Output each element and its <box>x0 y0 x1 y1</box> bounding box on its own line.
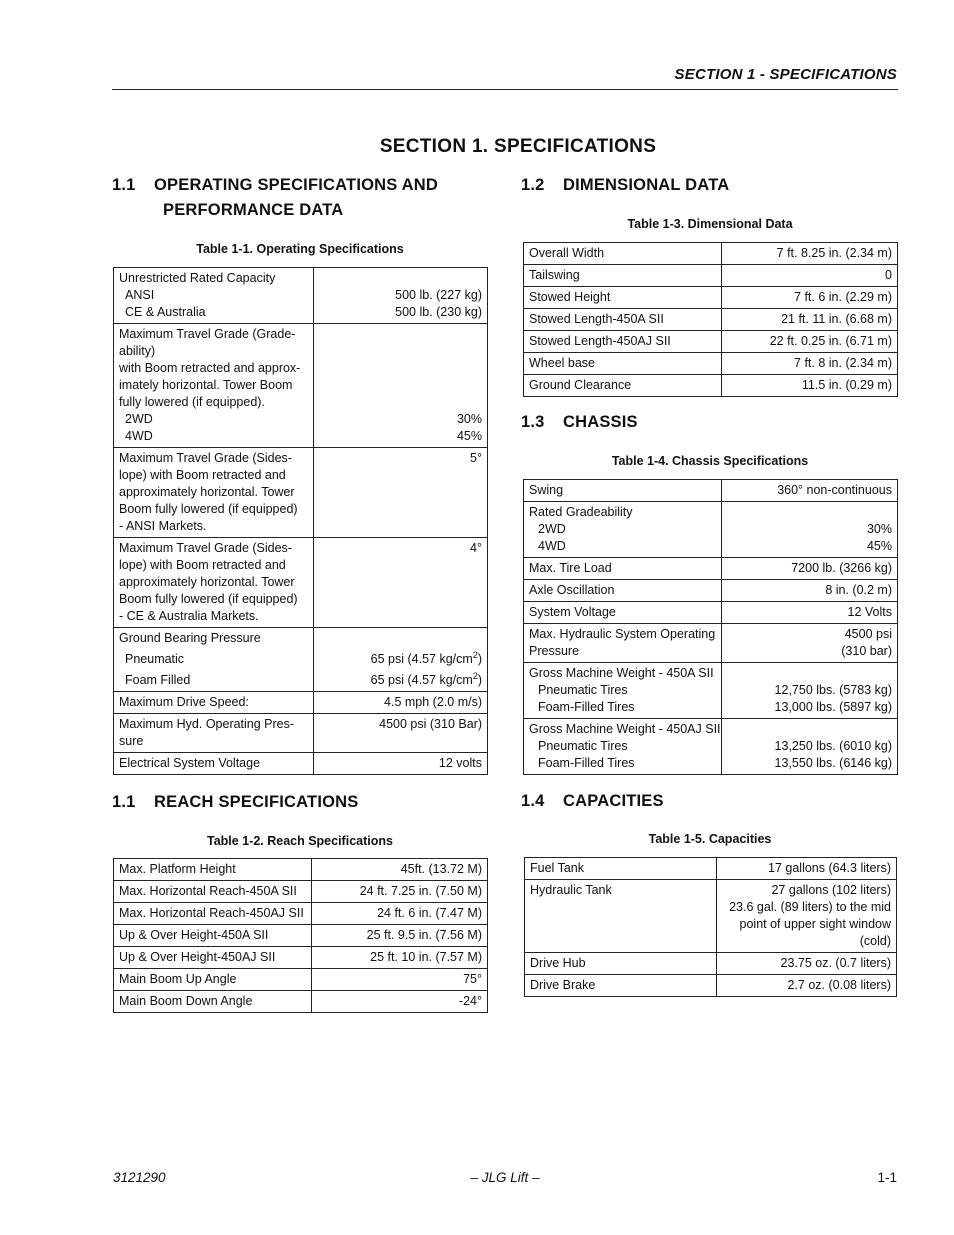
closing-paren: ) <box>477 673 482 687</box>
spec-label: Stowed Height <box>529 290 611 304</box>
spec-label-cell <box>525 975 717 997</box>
spec-value: 30% <box>456 412 482 426</box>
spec-value-cell <box>722 663 898 719</box>
table-row <box>114 991 488 1013</box>
spec-label: with Boom retracted and approx- <box>119 361 301 375</box>
table-row <box>114 692 488 714</box>
spec-label: Maximum Travel Grade (Grade- <box>119 327 296 341</box>
spec-value-cell <box>312 859 488 881</box>
spec-value: 7 ft. 8 in. (2.34 m) <box>794 356 892 370</box>
spec-label: lope) with Boom retracted and <box>119 468 286 482</box>
spec-sublabel: 2WD <box>538 522 566 536</box>
section-number: 1.2 <box>521 176 545 194</box>
spec-label: - CE & Australia Markets. <box>119 609 259 623</box>
spec-label-cell <box>114 753 314 775</box>
spec-label: ability) <box>119 344 156 358</box>
table-caption-chassis: Table 1-4. Chassis Specifications <box>611 454 809 468</box>
spec-value-cell <box>312 969 488 991</box>
spec-label-cell <box>524 243 722 265</box>
spec-value-cell <box>722 331 898 353</box>
spec-value-cell <box>312 881 488 903</box>
spec-value: 45ft. (13.72 M) <box>400 862 482 876</box>
spec-value: 25 ft. 9.5 in. (7.56 M) <box>366 928 482 942</box>
spec-label: Up & Over Height-450A SII <box>119 928 269 942</box>
spec-value: 21 ft. 11 in. (6.68 m) <box>781 312 892 326</box>
spec-value: 23.6 gal. (89 liters) to the mid <box>729 900 891 914</box>
spec-value: 45% <box>456 429 482 443</box>
spec-label: Stowed Length-450A SII <box>529 312 664 326</box>
spec-label: Max. Tire Load <box>529 561 612 575</box>
spec-value: -24° <box>458 994 482 1008</box>
spec-label-cell <box>524 287 722 309</box>
spec-value-cell <box>722 243 898 265</box>
table-body <box>525 858 897 997</box>
spec-value-cell <box>717 975 897 997</box>
spec-value: 500 lb. (230 kg) <box>395 305 482 319</box>
spec-label-cell <box>524 331 722 353</box>
table-row <box>114 903 488 925</box>
capacities-table <box>524 857 897 997</box>
spec-label-cell <box>524 663 722 719</box>
table-row <box>114 969 488 991</box>
spec-value: 7 ft. 6 in. (2.29 m) <box>794 290 892 304</box>
spec-value: 13,250 lbs. (6010 kg) <box>774 739 892 753</box>
heading-dimensional-data <box>521 173 729 198</box>
spec-label-cell <box>524 719 722 775</box>
table-body <box>524 243 898 397</box>
spec-label-cell <box>524 502 722 558</box>
table-row <box>525 858 897 880</box>
section-number: 1.1 <box>112 176 136 194</box>
section-number: 1.4 <box>521 792 545 810</box>
header-rule <box>112 89 898 90</box>
spec-label-cell <box>525 858 717 880</box>
spec-value: 24 ft. 7.25 in. (7.50 M) <box>359 884 482 898</box>
table-row <box>524 719 898 775</box>
table-row <box>114 714 488 753</box>
spec-value-cell <box>312 925 488 947</box>
spec-label-cell <box>114 903 312 925</box>
spec-label-cell <box>524 624 722 663</box>
spec-label: Max. Platform Height <box>119 862 236 876</box>
spec-label-cell <box>114 538 314 628</box>
spec-label-cell <box>114 268 314 324</box>
spec-value: 360° non-continuous <box>777 483 892 497</box>
spec-value: 12 Volts <box>847 605 892 619</box>
footer-doc-number: 3121290 <box>113 1170 166 1185</box>
table-row <box>524 602 898 624</box>
table-row <box>114 268 488 324</box>
spec-value-cell <box>722 309 898 331</box>
spec-label: Boom fully lowered (if equipped) <box>119 502 298 516</box>
table-caption-capacities: Table 1-5. Capacities <box>648 832 772 846</box>
table-caption-operating: Table 1-1. Operating Specifications <box>196 242 404 256</box>
spec-sublabel: Pneumatic <box>125 652 185 666</box>
spec-value-cell <box>722 602 898 624</box>
spec-value: 4500 psi <box>844 627 892 641</box>
chassis-specifications-table <box>523 479 898 775</box>
spec-label: approximately horizontal. Tower <box>119 485 295 499</box>
spec-value: 27 gallons (102 liters) <box>771 883 891 897</box>
spec-label-cell <box>114 628 314 692</box>
table-row <box>114 538 488 628</box>
dimensional-data-table <box>523 242 898 397</box>
table-body <box>114 859 488 1013</box>
spec-label-cell <box>524 309 722 331</box>
spec-value-cell <box>722 719 898 775</box>
table-row <box>114 859 488 881</box>
operating-specifications-table <box>113 267 488 775</box>
spec-label: Up & Over Height-450AJ SII <box>119 950 276 964</box>
spec-label: sure <box>119 734 144 748</box>
spec-label-cell <box>524 480 722 502</box>
reach-specifications-table <box>113 858 488 1013</box>
spec-label: Boom fully lowered (if equipped) <box>119 592 298 606</box>
spec-value-cell <box>717 880 897 953</box>
table-body <box>524 480 898 775</box>
spec-label-cell <box>524 375 722 397</box>
spec-label: Gross Machine Weight - 450A SII <box>529 666 714 680</box>
spec-label: Ground Bearing Pressure <box>119 631 261 645</box>
unit-exponent: 2 <box>472 670 478 681</box>
spec-label: Electrical System Voltage <box>119 756 261 770</box>
spec-value-cell <box>314 448 488 538</box>
spec-label-cell <box>114 991 312 1013</box>
spec-value: 65 psi (4.57 kg/cm <box>370 673 473 687</box>
section-title: CHASSIS <box>563 413 638 431</box>
spec-label: Max. Horizontal Reach-450A SII <box>119 884 297 898</box>
spec-value-cell <box>717 953 897 975</box>
spec-label-cell <box>114 692 314 714</box>
spec-value: (cold) <box>859 934 891 948</box>
spec-value: 7 ft. 8.25 in. (2.34 m) <box>776 246 892 260</box>
table-row <box>114 881 488 903</box>
heading-reach-specifications <box>112 790 358 815</box>
spec-value: 2.7 oz. (0.08 liters) <box>787 978 891 992</box>
table-row <box>524 309 898 331</box>
spec-label: lope) with Boom retracted and <box>119 558 286 572</box>
spec-sublabel: Foam-Filled Tires <box>538 700 635 714</box>
spec-value-cell <box>722 353 898 375</box>
table-row <box>114 925 488 947</box>
spec-label-cell <box>114 324 314 448</box>
spec-value-cell <box>312 991 488 1013</box>
spec-value-cell <box>314 628 488 692</box>
spec-sublabel: Pneumatic Tires <box>538 683 628 697</box>
spec-value: 13,550 lbs. (6146 kg) <box>774 756 892 770</box>
spec-sublabel: Pneumatic Tires <box>538 739 628 753</box>
table-row <box>524 331 898 353</box>
spec-label-cell <box>525 880 717 953</box>
spec-value: 13,000 lbs. (5897 kg) <box>774 700 892 714</box>
table-row <box>114 324 488 448</box>
spec-label: Hydraulic Tank <box>530 883 612 897</box>
spec-value-cell <box>722 502 898 558</box>
spec-label-cell <box>114 969 312 991</box>
spec-value-cell <box>722 558 898 580</box>
spec-value: 24 ft. 6 in. (7.47 M) <box>377 906 482 920</box>
table-row <box>524 287 898 309</box>
spec-label: Gross Machine Weight - 450AJ SII <box>529 722 721 736</box>
heading-chassis <box>521 410 638 435</box>
spec-value: 12 volts <box>438 756 482 770</box>
table-row <box>525 880 897 953</box>
spec-label: Max. Hydraulic System Operating <box>529 627 716 641</box>
spec-value-cell <box>314 268 488 324</box>
spec-label: - ANSI Markets. <box>119 519 207 533</box>
table-row <box>524 558 898 580</box>
section-title: DIMENSIONAL DATA <box>563 176 730 194</box>
spec-value: 4500 psi (310 Bar) <box>379 717 482 731</box>
running-header: SECTION 1 - SPECIFICATIONS <box>674 66 897 83</box>
spec-label: Maximum Travel Grade (Sides- <box>119 541 292 555</box>
footer-publisher: – JLG Lift – <box>470 1170 540 1185</box>
page-title: SECTION 1. SPECIFICATIONS <box>379 136 657 157</box>
spec-label-cell <box>524 265 722 287</box>
spec-value: 12,750 lbs. (5783 kg) <box>774 683 892 697</box>
spec-label: approximately horizontal. Tower <box>119 575 295 589</box>
section-title: REACH SPECIFICATIONS <box>154 793 359 811</box>
spec-label-cell <box>114 859 312 881</box>
section-title-continued: PERFORMANCE DATA <box>163 201 344 219</box>
spec-label-cell <box>114 448 314 538</box>
table-body <box>114 268 488 775</box>
spec-label: Max. Horizontal Reach-450AJ SII <box>119 906 304 920</box>
spec-value-cell <box>722 375 898 397</box>
spec-label: Drive Hub <box>530 956 586 970</box>
spec-value-cell <box>722 480 898 502</box>
spec-label: Pressure <box>529 644 580 658</box>
spec-label: Ground Clearance <box>529 378 632 392</box>
spec-sublabel: CE & Australia <box>125 305 206 319</box>
spec-label-cell <box>524 602 722 624</box>
spec-label: Maximum Hyd. Operating Pres- <box>119 717 295 731</box>
table-row <box>524 502 898 558</box>
unit-exponent: 2 <box>472 649 478 660</box>
spec-sublabel: Foam Filled <box>125 673 191 687</box>
table-row <box>525 953 897 975</box>
spec-label: Stowed Length-450AJ SII <box>529 334 671 348</box>
spec-label: Fuel Tank <box>530 861 584 875</box>
spec-sublabel: 4WD <box>125 429 153 443</box>
spec-label: Main Boom Down Angle <box>119 994 253 1008</box>
spec-value: 75° <box>463 972 482 986</box>
spec-label: Overall Width <box>529 246 605 260</box>
spec-label: Maximum Travel Grade (Sides- <box>119 451 292 465</box>
spec-label-cell <box>524 558 722 580</box>
spec-value: 45% <box>866 539 892 553</box>
spec-label-cell <box>114 925 312 947</box>
spec-label: Swing <box>529 483 564 497</box>
spec-value-cell <box>314 714 488 753</box>
spec-value: 8 in. (0.2 m) <box>825 583 892 597</box>
table-row <box>114 448 488 538</box>
heading-capacities <box>521 789 664 814</box>
spec-label-cell <box>525 953 717 975</box>
heading-operating-specifications <box>112 173 438 223</box>
spec-value-cell <box>717 858 897 880</box>
table-row <box>114 947 488 969</box>
spec-label: Axle Oscillation <box>529 583 615 597</box>
spec-value: 5° <box>470 451 482 465</box>
spec-label: Tailswing <box>529 268 580 282</box>
footer-page-number: 1-1 <box>877 1170 897 1185</box>
spec-sublabel: ANSI <box>125 288 155 302</box>
spec-value: 30% <box>866 522 892 536</box>
spec-value-cell <box>722 580 898 602</box>
spec-label-cell <box>114 881 312 903</box>
table-row <box>524 663 898 719</box>
spec-label: Main Boom Up Angle <box>119 972 237 986</box>
spec-sublabel: 4WD <box>538 539 566 553</box>
spec-label-cell <box>114 714 314 753</box>
spec-label-cell <box>114 947 312 969</box>
spec-value-cell <box>314 538 488 628</box>
spec-value: point of upper sight window <box>739 917 891 931</box>
spec-value-cell <box>314 324 488 448</box>
table-caption-dimensional: Table 1-3. Dimensional Data <box>627 217 793 231</box>
spec-label: fully lowered (if equipped). <box>119 395 265 409</box>
table-row <box>524 265 898 287</box>
section-number: 1.3 <box>521 413 545 431</box>
spec-value: 11.5 in. (0.29 m) <box>801 378 892 392</box>
spec-label: Wheel base <box>529 356 596 370</box>
spec-label: Rated Gradeability <box>529 505 633 519</box>
spec-sublabel: Foam-Filled Tires <box>538 756 635 770</box>
spec-value: 17 gallons (64.3 liters) <box>768 861 891 875</box>
spec-value: 22 ft. 0.25 in. (6.71 m) <box>769 334 892 348</box>
spec-value-cell <box>722 287 898 309</box>
spec-value: 4.5 mph (2.0 m/s) <box>384 695 482 709</box>
spec-label: Maximum Drive Speed: <box>119 695 249 709</box>
table-row <box>524 580 898 602</box>
closing-paren: ) <box>477 652 482 666</box>
spec-value: 25 ft. 10 in. (7.57 M) <box>370 950 482 964</box>
spec-value-cell <box>722 265 898 287</box>
spec-value-cell <box>312 903 488 925</box>
spec-label-cell <box>524 353 722 375</box>
spec-label: Drive Brake <box>530 978 596 992</box>
spec-value: 7200 lb. (3266 kg) <box>791 561 892 575</box>
table-row <box>524 353 898 375</box>
table-row <box>524 375 898 397</box>
spec-value: 0 <box>885 268 892 282</box>
spec-value-cell <box>312 947 488 969</box>
spec-value-cell <box>314 753 488 775</box>
section-title: CAPACITIES <box>563 792 664 810</box>
spec-value-cell <box>314 692 488 714</box>
table-row <box>524 480 898 502</box>
section-title: OPERATING SPECIFICATIONS AND <box>154 176 438 194</box>
table-row <box>524 243 898 265</box>
spec-label: Unrestricted Rated Capacity <box>119 271 276 285</box>
spec-sublabel: 2WD <box>125 412 153 426</box>
spec-value: (310 bar) <box>841 644 892 658</box>
spec-value: 23.75 oz. (0.7 liters) <box>780 956 891 970</box>
table-row <box>114 628 488 692</box>
spec-value: 500 lb. (227 kg) <box>395 288 482 302</box>
spec-value: 65 psi (4.57 kg/cm <box>370 652 473 666</box>
table-row <box>525 975 897 997</box>
table-row <box>114 753 488 775</box>
section-number: 1.1 <box>112 793 136 811</box>
spec-label: imately horizontal. Tower Boom <box>119 378 293 392</box>
table-row <box>524 624 898 663</box>
spec-value-cell <box>722 624 898 663</box>
table-caption-reach: Table 1-2. Reach Specifications <box>207 834 393 848</box>
spec-label-cell <box>524 580 722 602</box>
spec-value: 4° <box>470 541 482 555</box>
spec-label: System Voltage <box>529 605 616 619</box>
